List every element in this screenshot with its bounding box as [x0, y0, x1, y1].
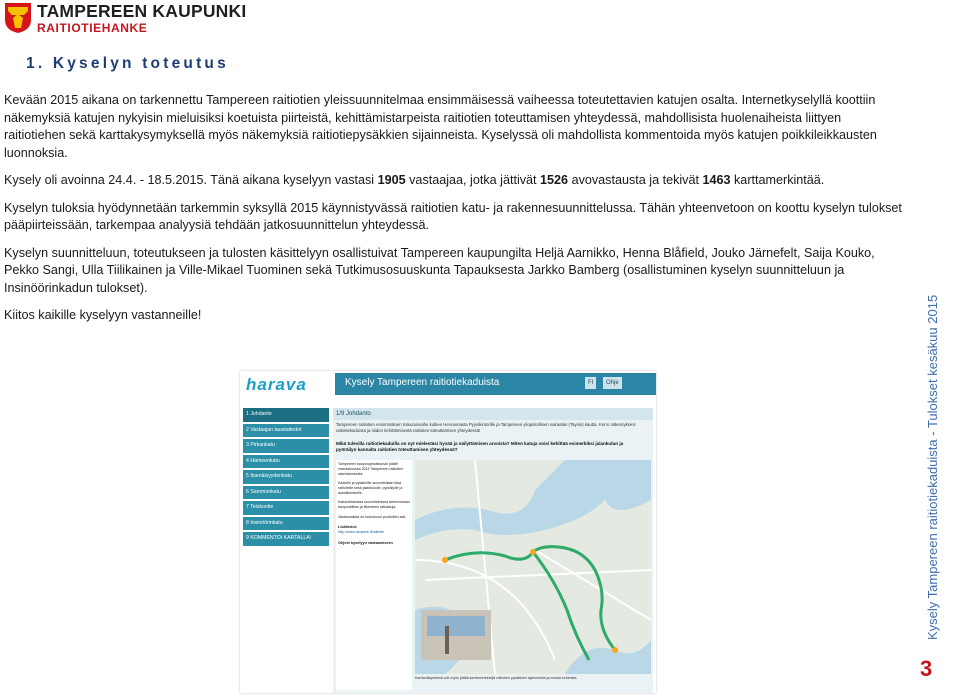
body-text — [4, 92, 904, 335]
paragraph-thanks: Kiitos kaikille kyselyyn vastanneille! — [4, 308, 202, 322]
language-button[interactable]: FI — [585, 377, 596, 389]
stats-text-3: avovastausta ja tekivät — [568, 173, 703, 187]
survey-screenshot — [240, 371, 656, 693]
stats-text-2: vastaajaa, jotka jättivät — [405, 173, 541, 187]
stats-text-4: karttamerkintää. — [730, 173, 825, 187]
info-text-1: Tampereen kaupunginvaltuusto päätti marraskuussa 2014 Tampereen raitiotien rakentamisesta. — [338, 462, 404, 476]
survey-question: Mikä tulevilla raitiotiekaduilla on nyt mielestäsi hyvää ja säilyttämisen arvoista? Miten katuja voisi kehittää esimerkiksi jalankulun ja pyöräilyn kannalta raitiotien toteuttamisen yhteydessä? — [336, 441, 624, 452]
street-photo-tower — [445, 626, 449, 654]
menu-item-taustatiedot[interactable]: 2 Vastaajan taustatiedot — [243, 424, 329, 438]
info-feature-title: Lisätiedot: — [338, 525, 358, 530]
survey-title-bar — [335, 373, 656, 395]
paragraph-statistics — [4, 172, 904, 190]
respondent-count: 1905 — [377, 173, 406, 187]
project-name: RAITIOTIEHANKE — [37, 21, 148, 35]
logo-text — [37, 2, 246, 35]
survey-header — [240, 371, 656, 397]
route-map[interactable] — [415, 460, 651, 674]
help-button[interactable]: Ohje — [603, 377, 622, 389]
map-note: Karttanäkymässä voit myös jättää karttamerkintöjä raitiotien pysäkkien sijainneista ja muista kohteista. — [415, 676, 578, 680]
info-text-4: Vastausaikaa on toukokuun puoliväliin asti. — [338, 514, 407, 519]
info-column — [336, 460, 412, 690]
stats-text-1: Kysely oli avoinna 24.4. - 18.5.2015. Tänä aikana kyselyyn vastasi — [4, 173, 378, 187]
info-text-3: Katukohtaisissa suunnitelmissa tarkennetaan kaupunkitilan ja liikenteen ratkaisuja. — [338, 500, 410, 510]
harava-logo: harava — [246, 375, 307, 394]
menu-item-pirkankatu[interactable]: 3 Pirkankatu — [243, 439, 329, 453]
street-photo-sky — [427, 616, 485, 636]
menu-item-johdanto[interactable]: 1 Johdanto — [243, 408, 329, 422]
paragraph-usage: Kyselyn tuloksia hyödynnetään tarkemmin syksyllä 2015 käynnistyvässä raitiotien katu- ja rakennesuunnittelussa. Tähän yhteenvetoon on koottu kyselyn tulokset pääpiirteissään, tarkempaa analyysiä tehdään jatkosuunnittelun yhteydessä. — [4, 200, 902, 232]
stop-marker[interactable] — [612, 647, 618, 653]
survey-intro: Tampereen raitiotien ensimmäinen toteutusvaihe kulkee Hervannasta Pyynikintorille ja Tampereen yliopistollisen sairaalan (Taysin) kautta. Kerro näkemyksesi raitiotiekaduista ja niiden kehittämisestä raitiotien toteuttamisen yhteydessä! — [336, 422, 636, 433]
survey-title: Kysely Tampereen raitiotiekaduista — [345, 377, 500, 388]
paragraph-credits: Kyselyn suunnitteluun, toteutukseen ja tulosten käsittelyyn osallistuivat Tampereen kaupungilta Heljä Aarnikko, Henna Blåfield, Jouko Järnefelt, Saija Kouko, Pekko Sangi, Ulla Tiilikainen ja Ville-Mikael Tuominen sekä Tutkimusosuuskunta Tapauksesta Jarkko Bamberg (osallistuminen kyselyn suunnitteluun ja Insinöörinkadun tulokset). — [4, 245, 875, 295]
section-heading: 1. Kyselyn toteutus — [26, 55, 229, 72]
menu-item-teiskontie[interactable]: 7 Teiskontie — [243, 501, 329, 515]
paragraph-intro: Kevään 2015 aikana on tarkennettu Tampereen raitiotien yleissuunnitelmaa ensimmäisessä vaiheessa toteutettavien katujen osalta. Internetkyselyllä koottiin näkemyksiä katujen nykyisin mieluisiksi koetuista piirteistä, kehittämistarpeista raitiotien toteuttamisen yhteydessä, mahdollisista huolenaiheista liittyen raitiotiehen sekä karttakysymyksellä myös näkemyksiä raitiotiepysäkkien sijainneista. Kyselyssä oli mahdollista kommentoida myös katujen poikkileikkausten luonnoksia. — [4, 93, 877, 160]
menu-item-insinoorinkatu[interactable]: 8 Insinöörinkatu — [243, 517, 329, 531]
stop-marker[interactable] — [442, 557, 448, 563]
info-link[interactable]: http://www.tampere.fi/raitiotie — [338, 530, 385, 535]
menu-item-kommentoi-kartalla[interactable]: 9 KOMMENTOI KARTALLA! — [243, 532, 329, 546]
survey-menu — [243, 408, 329, 548]
info-text-2: Kaduille ja pysäkeille suunnitellaan tilaa raitiotielle sekä jalankululle, pyöräilylle ja autoliikenteelle. — [338, 481, 403, 495]
city-logo — [4, 2, 246, 35]
map-marker-count: 1463 — [702, 173, 731, 187]
menu-item-sammonkatu[interactable]: 6 Sammonkatu — [243, 486, 329, 500]
org-name: TAMPEREEN KAUPUNKI — [37, 1, 247, 21]
open-answer-count: 1526 — [540, 173, 569, 187]
survey-content-panel — [333, 408, 653, 693]
help-title: Ohjeet kyselyyn vastaamiseen — [338, 540, 393, 545]
document-side-title: Kysely Tampereen raitiotiekaduista - Tulokset kesäkuu 2015 — [925, 294, 940, 640]
city-crest-icon — [4, 2, 32, 34]
stop-marker[interactable] — [530, 549, 536, 555]
panel-title: 1/9 Johdanto — [333, 408, 653, 420]
page-number: 3 — [920, 656, 933, 681]
menu-item-hameenkatu[interactable]: 4 Hämeenkatu — [243, 455, 329, 469]
menu-item-itsenaisyydenkatu[interactable]: 5 Itsenäisyydenkatu — [243, 470, 329, 484]
